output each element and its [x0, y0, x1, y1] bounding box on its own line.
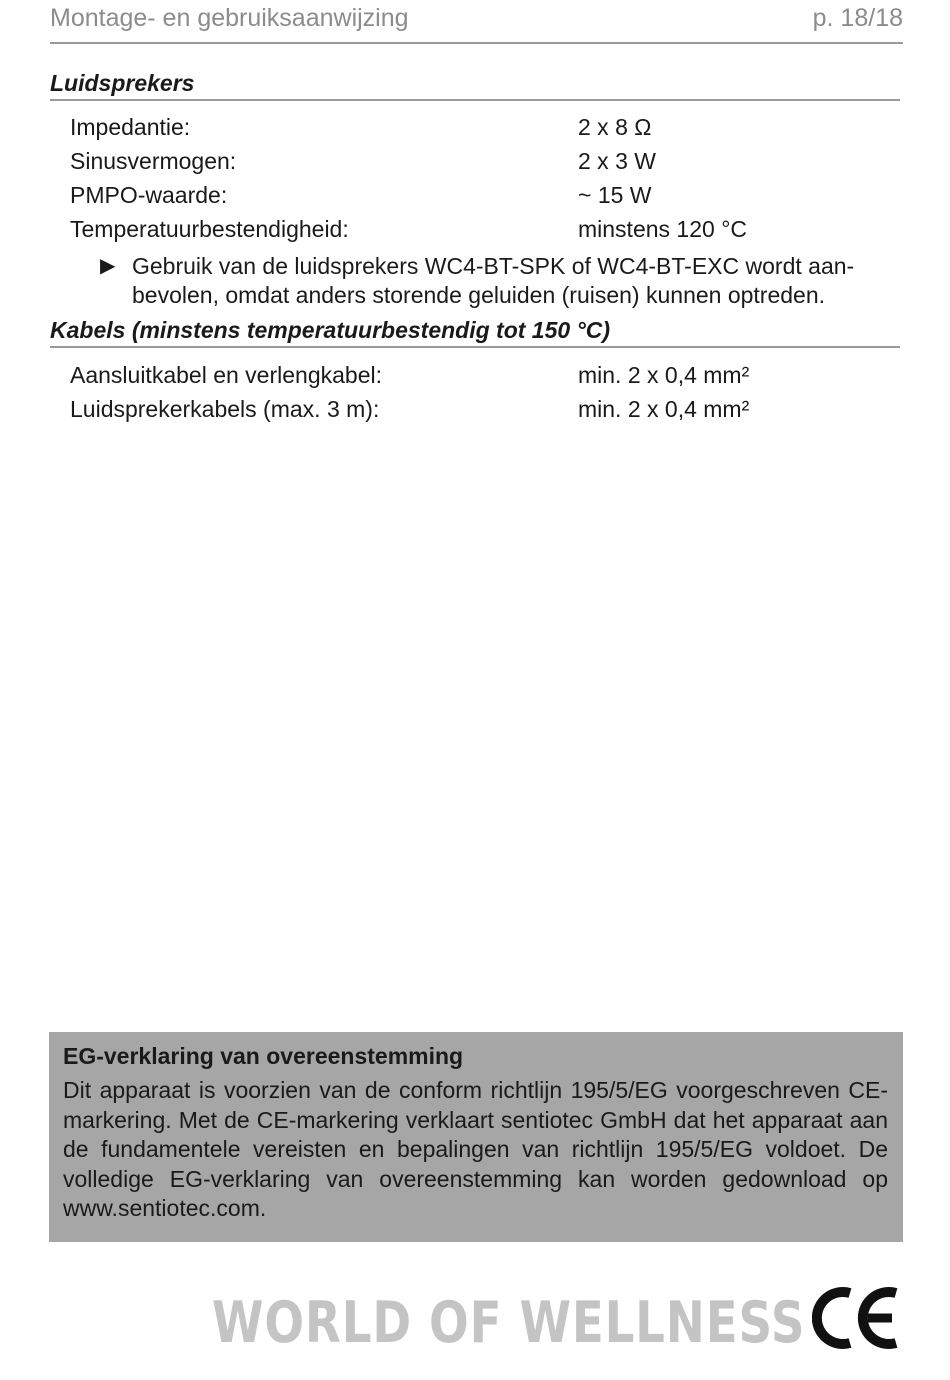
- spec-label: Luidsprekerkabels (max. 3 m):: [70, 396, 380, 422]
- spec-value: min. 2 x 0,4 mm²: [578, 362, 750, 388]
- brand-slogan: WORLD OF WELLNESS: [212, 1290, 806, 1356]
- conformity-declaration-box: [49, 1032, 903, 1242]
- declaration-body: Dit apparaat is voorzien van de conform richtlijn 195/5/EG voorgeschreven CE-markering. Met de CE-markering verklaart sentiotec GmbH dat het apparaat aan de fundamentele vereisten en bepalingen van richtlijn 195/5/EG voldoet. De volledige EG-verklaring van overeenstemming kan worden gedownload op www.sentiotec.com.: [63, 1077, 888, 1221]
- spec-value: minstens 120 °C: [578, 216, 747, 242]
- spec-row-temperature: [70, 216, 900, 246]
- ce-mark-icon: [812, 1285, 900, 1351]
- spec-row-connection-cable: [70, 362, 900, 392]
- spec-label: Temperatuurbestendigheid:: [70, 216, 349, 242]
- spec-label: PMPO-waarde:: [70, 182, 228, 208]
- note-line: bevolen, omdat anders storende geluiden (ruisen) kunnen optreden.: [132, 282, 826, 308]
- spec-label: Impedantie:: [70, 114, 191, 140]
- page-number: p. 18/18: [812, 4, 903, 32]
- note-line: Gebruik van de luidsprekers WC4-BT-SPK of WC4-BT-EXC wordt aan-: [132, 253, 855, 279]
- declaration-title: EG-verklaring van overeenstemming: [63, 1043, 464, 1069]
- spec-label: Sinusvermogen:: [70, 148, 237, 174]
- spec-row-speaker-cables: [70, 396, 900, 426]
- spec-value: min. 2 x 0,4 mm²: [578, 396, 750, 422]
- spec-label: Aansluitkabel en verlengkabel:: [70, 362, 382, 388]
- cables-heading: Kabels (minstens temperatuurbestendig tot 150 °C): [50, 317, 900, 348]
- spec-row-sine-power: [70, 148, 900, 178]
- document-title: Montage- en gebruiksaanwijzing: [50, 4, 409, 32]
- spec-value: ~ 15 W: [578, 182, 652, 208]
- page-header: [50, 2, 903, 44]
- spec-row-impedance: [70, 114, 900, 144]
- spec-value: 2 x 8 Ω: [578, 114, 652, 140]
- speakers-heading: Luidsprekers: [50, 70, 900, 101]
- spec-row-pmpo: [70, 182, 900, 212]
- speaker-recommendation-note: [100, 252, 900, 310]
- triangle-bullet-icon: ▶: [100, 255, 116, 277]
- spec-value: 2 x 3 W: [578, 148, 656, 174]
